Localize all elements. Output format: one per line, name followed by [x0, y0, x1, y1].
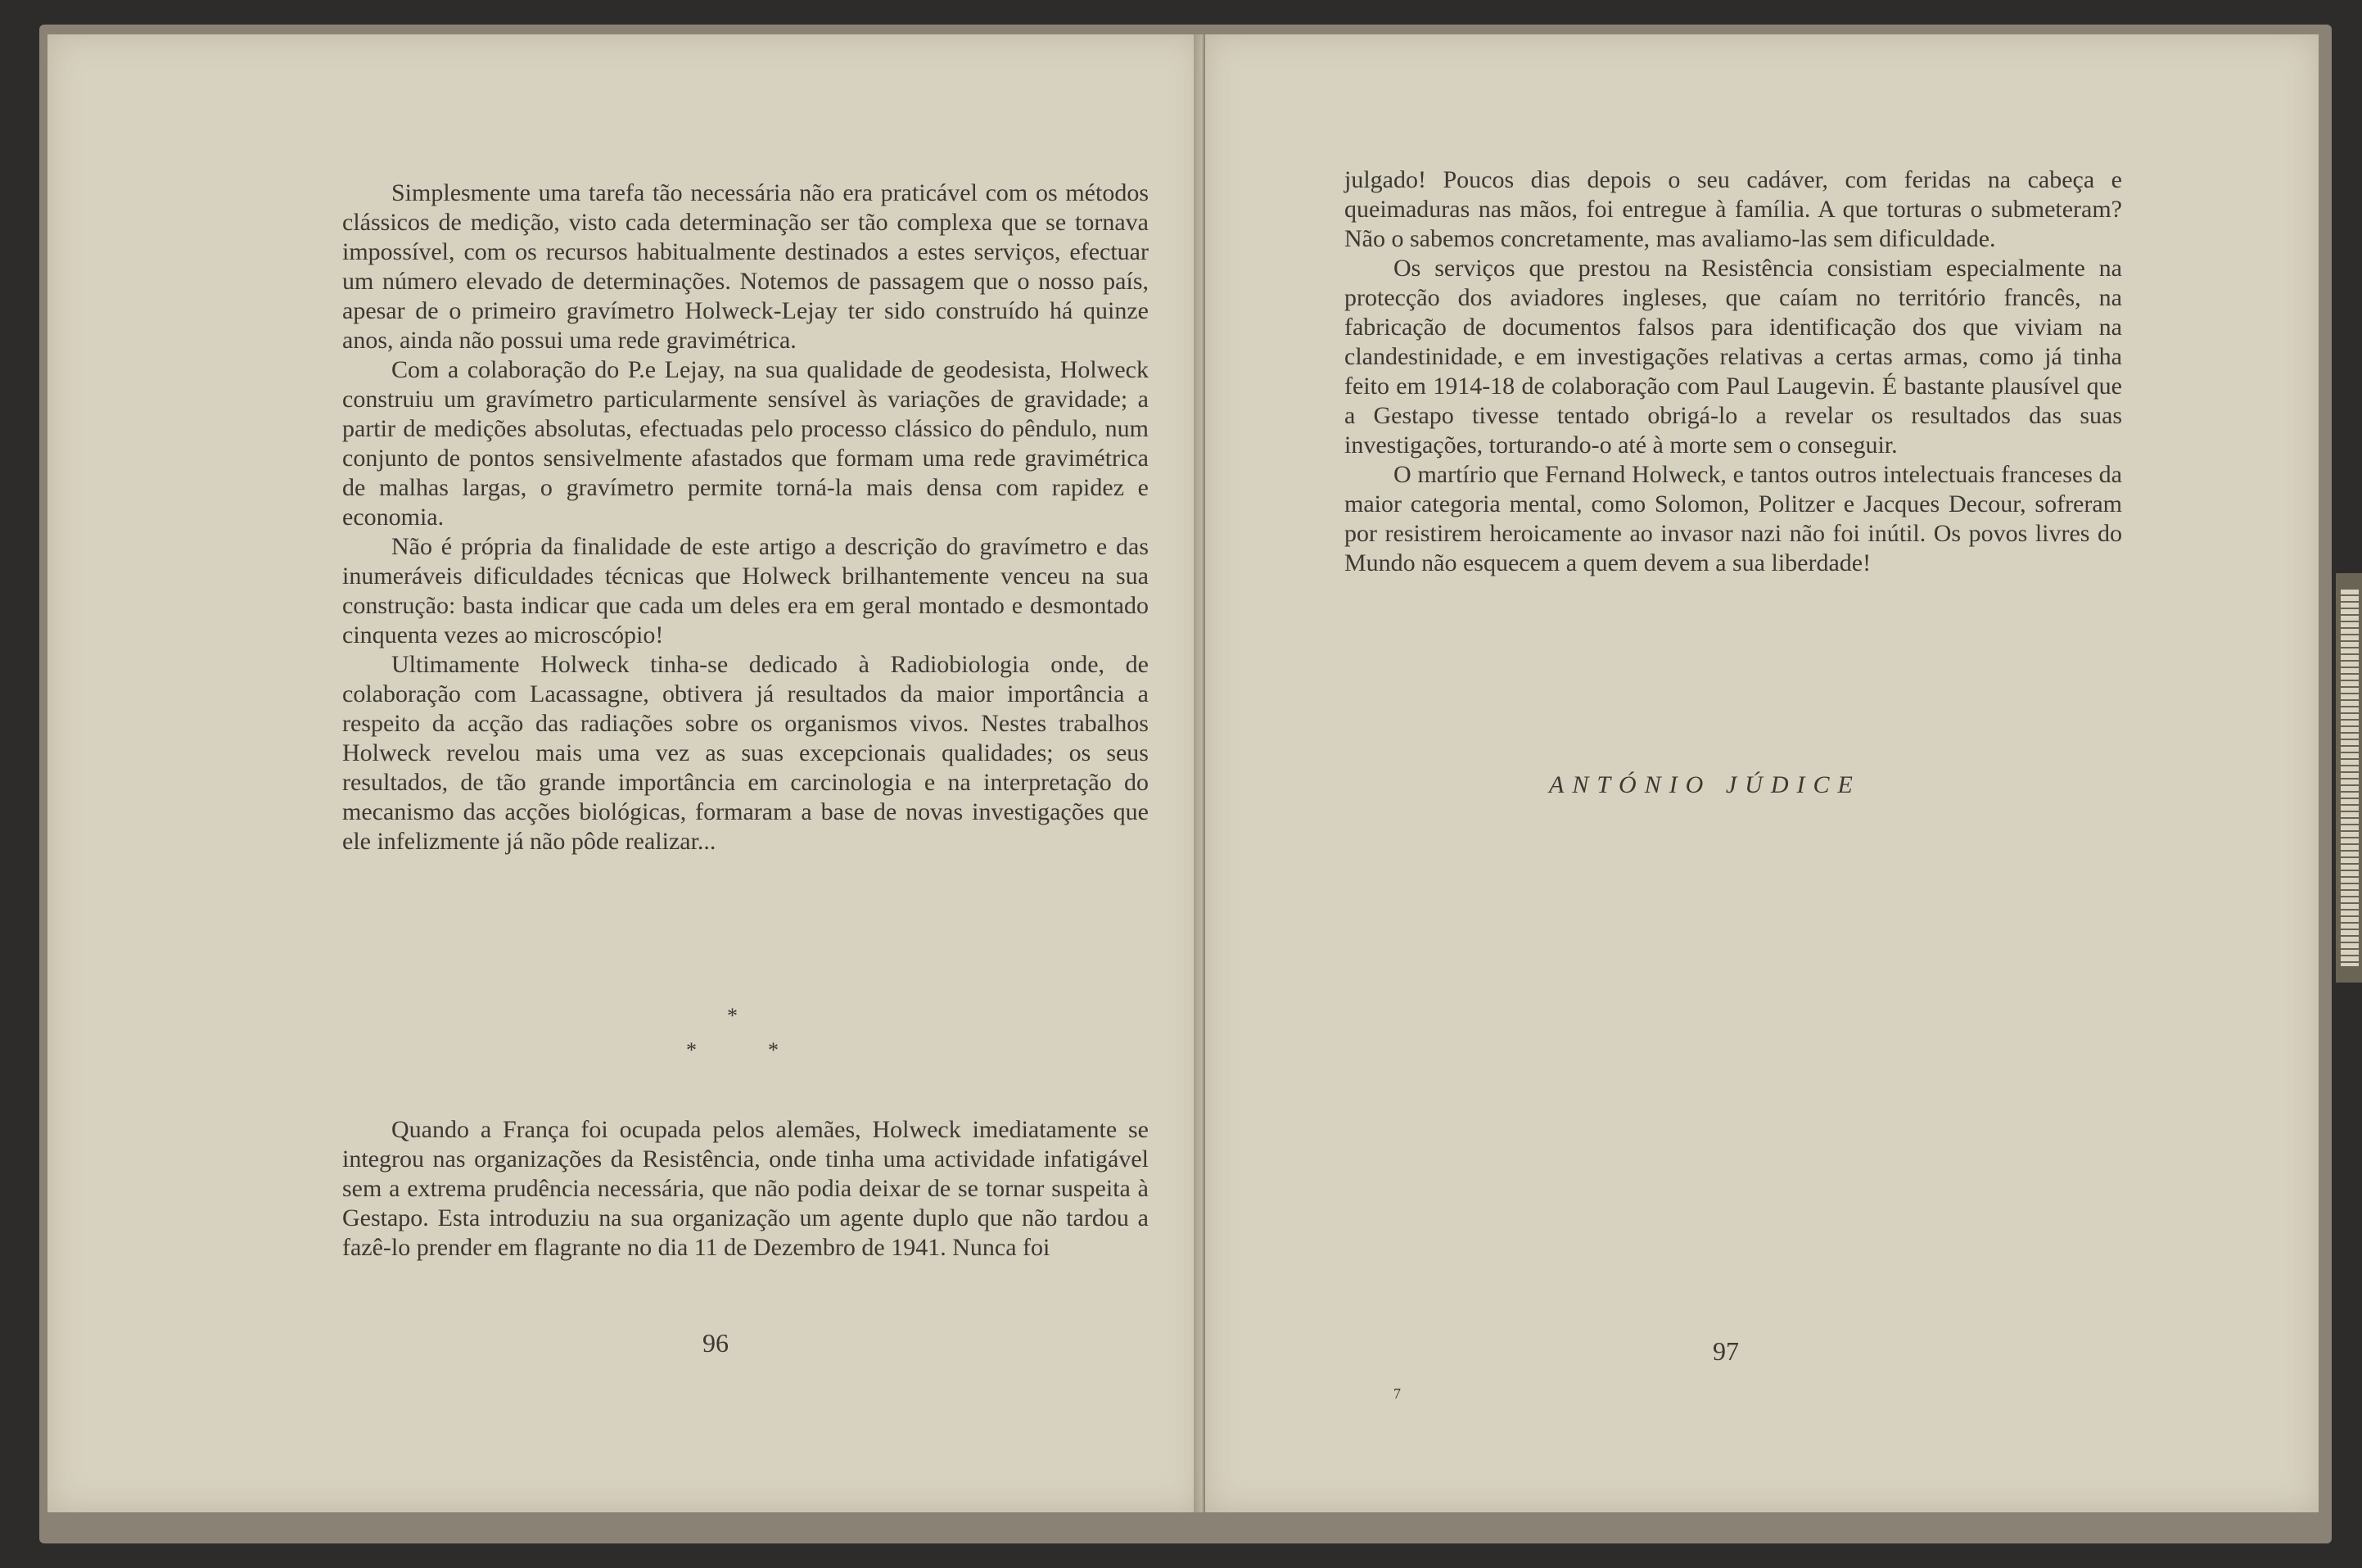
- page-number-left: 96: [702, 1328, 729, 1358]
- left-page-body: [342, 178, 1149, 856]
- paragraph: Ultimamente Holweck tinha-se dedicado à Radiobiologia onde, de colaboração com Lacassagne, obtivera já resultados da maior importância a respeito da acção das radiações sobre os organismos vivos. Nestes trabalhos Holweck revelou mais uma vez as suas excepcionais qualidades; os seus resultados, de tão grande importância em carcinologia e na interpretação do mecanismo das acções biológicas, formaram a base de novas investigações que ele infelizmente já não pôde realizar...: [342, 651, 1149, 855]
- paragraph: Quando a França foi ocupada pelos alemães, Holweck imediatamente se integrou nas organizações da Resistência, onde tinha uma actividade infatigável sem a extrema prudência necessária, que não podia deixar de se tornar suspeita à Gestapo. Esta introduziu na sua organização um agente duplo que não tardou a fazê-lo prender em flagrante no dia 11 de Dezembro de 1941. Nunca foi: [342, 1116, 1149, 1261]
- open-book: [39, 25, 2332, 1543]
- author-signature: ANTÓNIO JÚDICE: [1549, 771, 1861, 798]
- paragraph: Os serviços que prestou na Resistência consistiam especialmente na protecção dos aviadores ingleses, que caíam no território francês, na fabricação de documentos falsos para identificação dos que viviam na clandestinidade, e em investigações relativas a certas armas, como já tinha feito em 1914-18 de colaboração com Paul Laugevin. É bastante plausível que a Gestapo tivesse tentado obrigá-lo a revelar os resultados das suas investigações, torturando-o até à morte sem o conseguir.: [1344, 255, 2122, 459]
- left-page-continuation: [342, 1115, 1149, 1263]
- asterisk: *: [686, 1038, 697, 1062]
- scale-ruler: [2341, 590, 2359, 966]
- signature-mark: 7: [1393, 1385, 1401, 1402]
- paragraph: julgado! Poucos dias depois o seu cadáver, com feridas na cabeça e queimaduras nas mãos, foi entregue à família. A que torturas o submeteram? Não o sabemos concretamente, mas avaliamo-las sem dificuldade.: [1344, 166, 2122, 252]
- paragraph: Simplesmente uma tarefa tão necessária não era praticável com os métodos clássicos de medição, visto cada determinação ser tão complexa que se tornava impossível, com os recursos habitualmente destinados a estes serviços, efectuar um número elevado de determinações. Notemos de passagem que o nosso país, apesar de o primeiro gravímetro Holweck-Lejay ter sido construído há quinze anos, ainda não possui uma rede gravimétrica.: [342, 179, 1149, 354]
- page-number-right: 97: [1713, 1336, 1739, 1366]
- paragraph: Não é própria da finalidade de este artigo a descrição do gravímetro e das inumeráveis dificuldades técnicas que Holweck brilhantemente venceu na sua construção: basta indicar que cada um deles era em geral montado e desmontado cinquenta vezes ao microscópio!: [342, 533, 1149, 648]
- right-page-body: [1344, 165, 2122, 578]
- asterisk: *: [727, 1004, 738, 1028]
- paragraph: O martírio que Fernand Holweck, e tantos outros intelectuais franceses da maior categoria mental, como Solomon, Politzer e Jacques Decour, sofreram por resistirem heroicamente ao invasor nazi não foi inútil. Os povos livres do Mundo não esquecem a quem devem a sua liberdade!: [1344, 461, 2122, 576]
- left-page: [47, 34, 1204, 1512]
- right-page: [1205, 34, 2319, 1512]
- paragraph: Com a colaboração do P.e Lejay, na sua qualidade de geodesista, Holweck construiu um gravímetro particularmente sensível às variações de gravidade; a partir de medições absolutas, efectuadas pelo processo clássico do pêndulo, num conjunto de pontos sensivelmente afastados que formam uma rede gravimétrica de malhas largas, o gravímetro permite torná-la mais densa com rapidez e economia.: [342, 356, 1149, 531]
- asterisk: *: [768, 1038, 779, 1062]
